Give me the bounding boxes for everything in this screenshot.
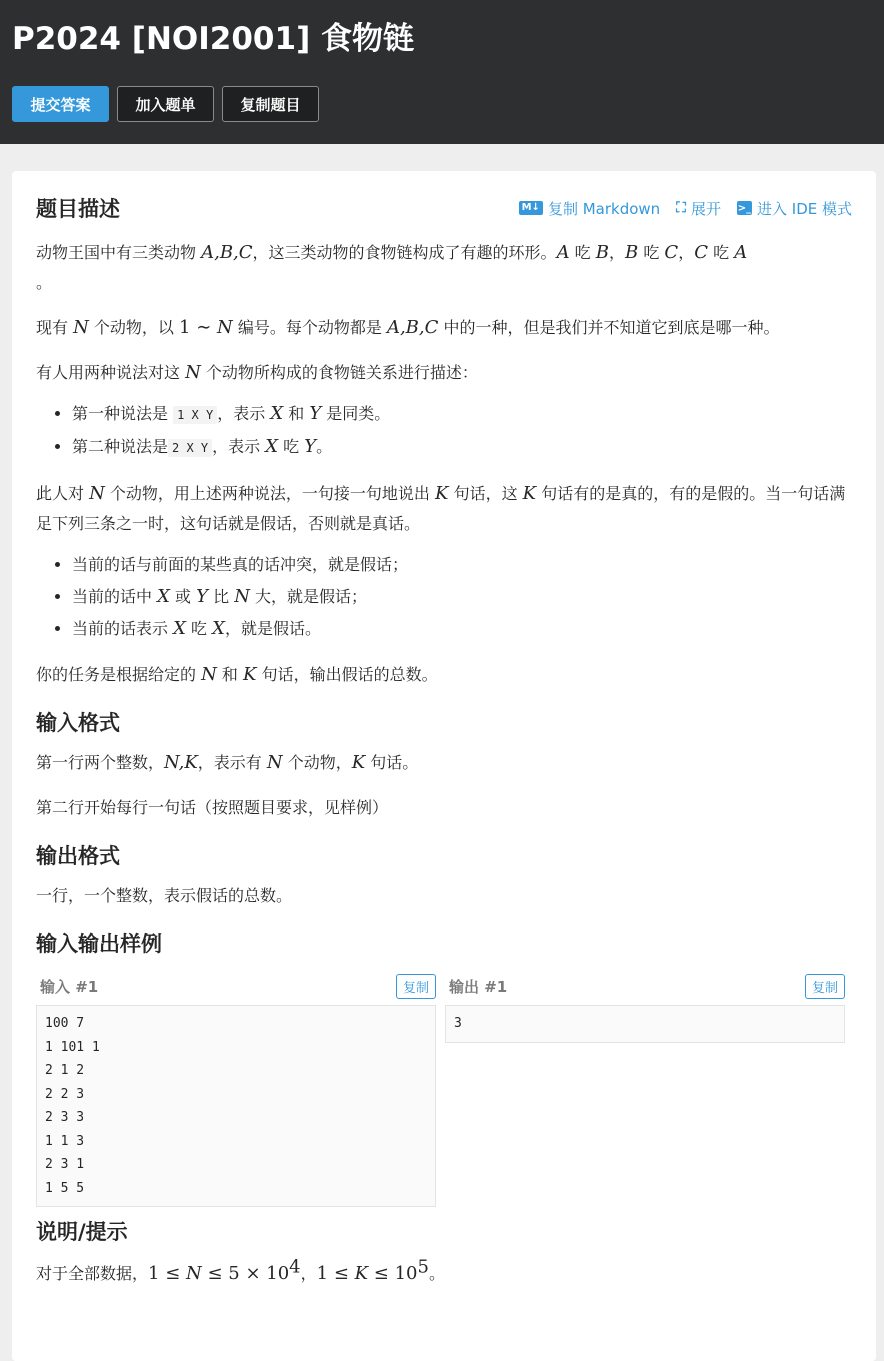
description-paragraph-4: 此人对 N 个动物，用上述两种说法，一句接一句地说出 K 句话，这 K 句话有的是真的，有的是假的。当一句话满足下列三条之一时，这句话就是假话，否则就是真话。 [36, 483, 846, 533]
expand-label: 展开 [690, 199, 721, 218]
input-format-paragraph-2: 第二行开始每行一句话（按照题目要求，见样例） [36, 798, 389, 817]
output-format-heading: 输出格式 [36, 844, 120, 868]
copy-problem-button[interactable]: 复制题目 [222, 86, 319, 122]
copy-input-button[interactable]: 复制 [396, 974, 436, 999]
ide-mode-link[interactable] [737, 198, 852, 219]
problem-header [0, 0, 884, 144]
description-heading: 题目描述 [36, 197, 120, 221]
false-conditions-list [36, 549, 852, 645]
sample-input [36, 973, 436, 1207]
action-bar [12, 86, 872, 122]
list-item: • 第二种说法是 2 X Y ，表示 X 吃 Y。 [72, 431, 852, 464]
list-item: • 当前的话与前面的某些真的话冲突，就是假话； [72, 549, 852, 581]
samples-heading: 输入输出样例 [36, 932, 162, 956]
list-item: • 当前的话表示 X 吃 X，就是假话。 [72, 613, 852, 645]
markdown-icon: M↓ [519, 201, 543, 215]
list-item: • 第一种说法是 1 X Y ，表示 X 和 Y 是同类。 [72, 398, 852, 431]
terminal-icon: >_ [737, 202, 752, 214]
description-paragraph-3: 有人用两种说法对这 N 个动物所构成的食物链关系进行描述： [36, 362, 478, 383]
list-item: • 当前的话中 X 或 Y 比 N 大，就是假话； [72, 581, 852, 613]
submit-answer-button[interactable]: 提交答案 [12, 86, 109, 122]
copy-markdown-label: 复制 Markdown [547, 199, 661, 218]
sample-output [445, 973, 845, 1207]
hint-heading: 说明/提示 [36, 1220, 128, 1244]
input-format-heading: 输入格式 [36, 711, 120, 735]
expand-icon: ⛶ [676, 200, 686, 216]
output-format-paragraph: 一行，一个整数，表示假话的总数。 [36, 886, 293, 905]
samples-container [36, 973, 852, 1207]
sample-input-code[interactable]: 100 7 1 101 1 2 1 2 2 2 3 2 3 3 1 1 3 2 3 1 1 5 5 [36, 1005, 436, 1207]
ide-mode-label: 进入 IDE 模式 [757, 199, 852, 218]
input-format-paragraph-1: 第一行两个整数，N,K，表示有 N 个动物，K 句话。 [36, 752, 419, 773]
problem-title: P2024 [NOI2001] 食物链 [12, 21, 415, 57]
sample-output-code[interactable]: 3 [445, 1005, 845, 1043]
sample-input-label: 输入 #1 [40, 977, 99, 996]
toolbar [519, 198, 852, 219]
copy-markdown-link[interactable] [519, 198, 661, 219]
problem-card [12, 171, 876, 1361]
add-to-list-button[interactable]: 加入题单 [117, 86, 214, 122]
description-header [36, 193, 852, 223]
description-paragraph-2: 现有 N 个动物，以 1 ∼ N 编号。每个动物都是 A,B,C 中的一种，但是我们并不知道它到底是哪一种。 [36, 317, 780, 338]
expand-link[interactable] [676, 198, 721, 219]
sample-output-label: 输出 #1 [449, 977, 508, 996]
hint-paragraph: 对于全部数据，$1 \le N \le 5 \times 10^4$，$1 \le K \le 10^5$。 [36, 1256, 445, 1284]
description-paragraph-5: 你的任务是根据给定的 N 和 K 句话，输出假话的总数。 [36, 664, 438, 685]
statement-types-list [36, 398, 852, 464]
copy-output-button[interactable]: 复制 [805, 974, 845, 999]
description-paragraph-1: 动物王国中有三类动物 A,B,C，这三类动物的食物链构成了有趣的环形。A 吃 B，B 吃 C，C 吃 A 。 [36, 242, 748, 292]
